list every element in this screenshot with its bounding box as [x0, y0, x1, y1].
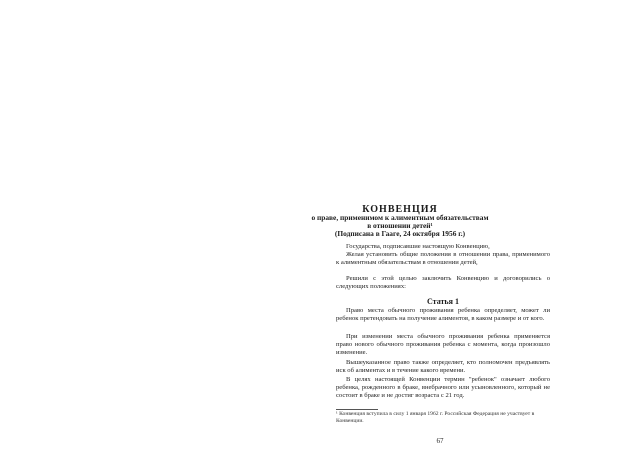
- subtitle-line-1: о праве, применимом к алиментным обязательствам: [311, 213, 489, 222]
- document-title: КОНВЕНЦИЯ: [362, 204, 438, 215]
- article-paragraph: В целях настоящей Конвенции термин "ребенок" означает любого ребенка, рожденного в браке, внебрачного или усыновленного, который не состоит в браке и не достиг возраста с 21 год.: [336, 376, 550, 400]
- page-number: 67: [436, 437, 444, 445]
- signing-note: (Подписана в Гааге, 24 октября 1956 г.): [334, 229, 466, 239]
- preamble-paragraph: Желая установить общие положения в отношении права, применимого к алиментным обязательствам в отношении детей,: [336, 251, 550, 267]
- article-heading: Статья 1: [427, 297, 459, 306]
- footnote: ¹ Конвенция вступила в силу 1 января 1962 г. Российская Федерация не участвует в Конвенции.: [336, 411, 535, 424]
- subtitle-line-2: в отношении детей¹: [367, 221, 433, 231]
- document-subtitle: [250, 214, 550, 239]
- preamble-paragraph: Государства, подписавшие настоящую Конвенцию,: [346, 243, 490, 250]
- article-paragraph: Право места обычного проживания ребенка определяет, может ли ребенок претендовать на получение алиментов, в каком размере и от кого.: [336, 307, 550, 323]
- footnote-divider: [336, 409, 378, 410]
- article-paragraph: При изменении места обычного проживания ребенка применяется право нового обычного проживания ребенка с момента, когда произошло изменение.: [336, 333, 550, 357]
- article-paragraph: Вышеуказанное право также определяет, кто полномочен предъявлять иск об алиментах и в течение какого времени.: [336, 359, 550, 375]
- preamble-paragraph: Решили с этой целью заключить Конвенцию и договорились о следующих положениях:: [336, 275, 550, 291]
